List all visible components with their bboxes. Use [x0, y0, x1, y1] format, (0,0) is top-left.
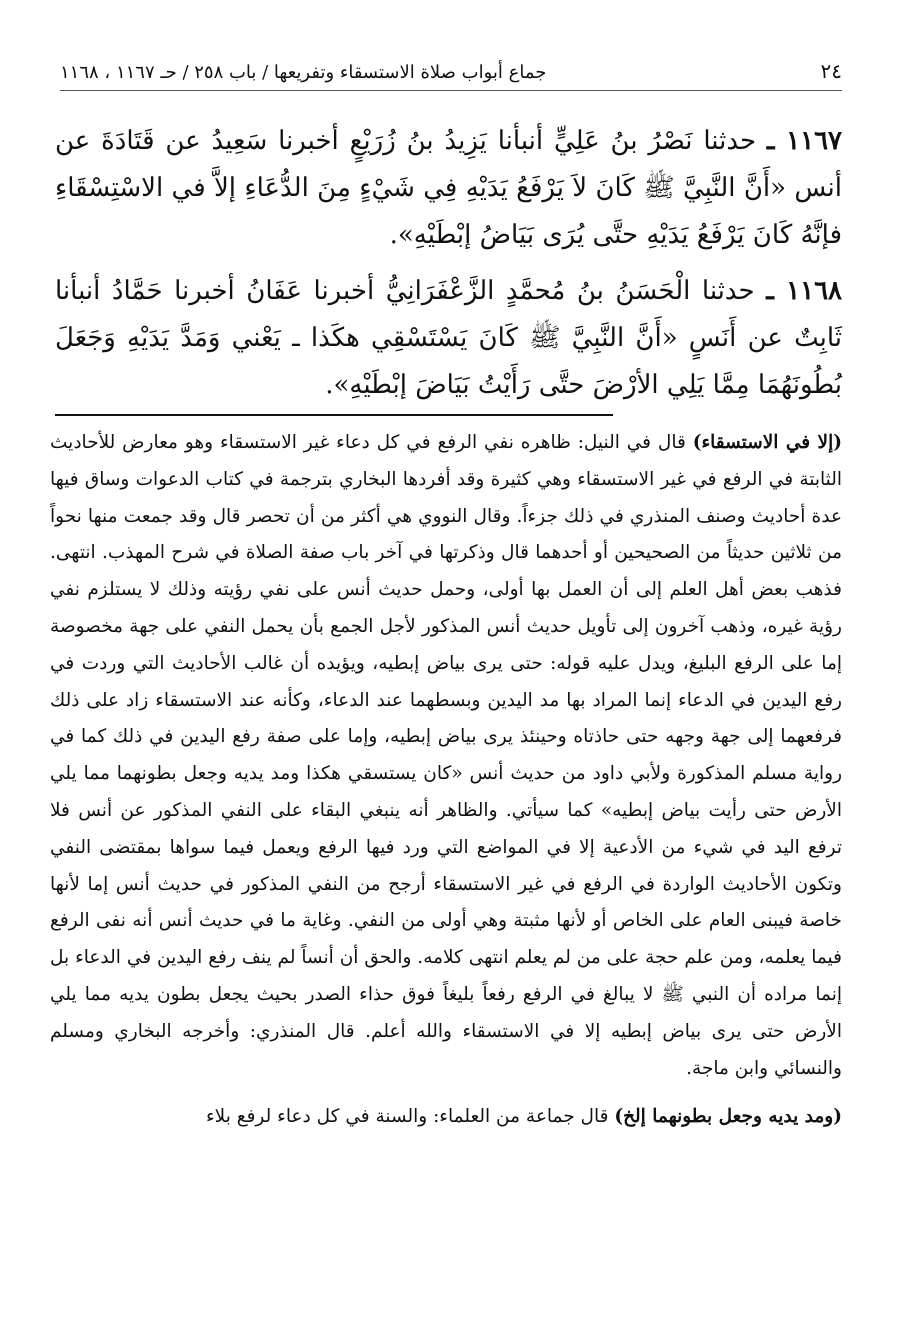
page-header	[60, 58, 842, 91]
hadith-text: حدثنا نَصْرُ بنُ عَلِيٍّ أنبأنا يَزِيدُ بنُ زُرَيْعٍ أخبرنا سَعِيدُ عن قَتَادَةَ عن أنس «أَنَّ النَّبِيَّ ﷺ كَانَ لاَ يَرْفَعُ يَدَيْهِ فِي شَيْءٍ مِنَ الدُّعَاءِ إلاَّ في الاسْتِسْقَاءِ فإنَّهُ كَانَ يَرْفَعُ يَدَيْهِ حتَّى يُرَى بَيَاضُ إبْطَيْهِ».	[55, 126, 842, 250]
footnote-divider	[55, 414, 613, 416]
commentary	[50, 425, 842, 1136]
hadith-number: ١١٦٧ ـ	[766, 126, 843, 156]
commentary-paragraph	[50, 1099, 842, 1136]
commentary-text: قال جماعة من العلماء: والسنة في كل دعاء لرفع بلاء	[205, 1106, 615, 1128]
commentary-lemma: (ومد يديه وجعل بطونهما إلخ)	[614, 1106, 842, 1128]
commentary-paragraph	[50, 425, 842, 1087]
running-title: جماع أبواب صلاة الاستسقاء وتفريعها / باب ٢٥٨ / حـ ١١٦٧ ، ١١٦٨	[60, 62, 547, 83]
hadith-1168	[55, 268, 842, 409]
hadith-text: حدثنا الْحَسَنُ بنُ مُحمَّدٍ الزَّعْفَرَانِيُّ أخبرنا عَفَانُ أخبرنا حَمَّادُ أنبأنا ثَابِتٌ عن أَنَسٍ «أَنَّ النَّبِيَّ ﷺ كَانَ يَسْتَسْقِي هكَذا ـ يَعْني وَمَدَّ يَدَيْهِ وَجَعَلَ بُطُونَهُمَا مِمَّا يَلِي الأرْضَ حتَّى رَأَيْتُ بَيَاضَ إبْطَيْهِ».	[55, 276, 842, 400]
hadith-1167	[55, 118, 842, 259]
hadith-number: ١١٦٨ ـ	[766, 276, 843, 306]
commentary-text: قال في النيل: ظاهره نفي الرفع في كل دعاء غير الاستسقاء وهو معارض للأحاديث الثابتة في الرفع في غير الاستسقاء وهي كثيرة وقد أفردها البخاري بترجمة في كتاب الدعوات وساق فيها عدة أحاديث وصنف المنذري في ذلك جزءاً. وقال النووي هي أكثر من أن تحصر قال وقد جمعت منها نحواً من ثلاثين حديثاً من الصحيحين أو أحدهما قال وذكرتها في آخر باب صفة الصلاة في شرح المهذب. انتهى. فذهب بعض أهل العلم إلى أن العمل بها أولى، وحمل حديث أنس على نفي رؤيته وذلك لا يستلزم نفي رؤية غيره، وذهب آخرون إلى تأويل حديث أنس المذكور لأجل الجمع بأن يحمل النفي على جهة مخصوصة إما على الرفع البليغ، ويدل عليه قوله: حتى يرى بياض إبطيه، ويؤيده أن غالب الأحاديث التي وردت في رفع اليدين في الدعاء إنما المراد بها مد اليدين وبسطهما عند الدعاء، وكأنه عند الاستسقاء زاد على ذلك فرفعهما إلى جهة وجهه حتى حاذتاه وحينئذ يرى بياض إبطيه، وإما على صفة رفع اليدين في ذلك كما في رواية مسلم المذكورة ولأبي داود من حديث أنس «كان يستسقي هكذا ومد يديه وجعل بطونهما مما يلي الأرض حتى رأيت بياض إبطيه» كما سيأتي. والظاهر أنه ينبغي البقاء على النفي المذكور عن أنس فلا ترفع اليد في شيء من الأدعية إلا في المواضع التي ورد فيها الرفع ويعمل فيما سواها بمقتضى النفي وتكون الأحاديث الواردة في الرفع في غير الاستسقاء أرجح من النفي المذكور في حديث أنس إما لأنها خاصة فيبنى العام على الخاص أو لأنها مثبتة وهي أولى من النفي. وغاية ما في حديث أنس أنه نفى الرفع فيما يعلمه، ومن علم حجة على من لم يعلم انتهى كلامه. والحق أن أنساً لم ينف رفع اليدين في الدعاء بل إنما مراده أن النبي ﷺ لا يبالغ في الرفع رفعاً بليغاً فوق حذاء الصدر بحيث يجعل بطون يديه مما يلي الأرض حتى يرى بياض إبطيه إلا في الاستسقاء والله أعلم. قال المنذري: وأخرجه البخاري ومسلم والنسائي وابن ماجة.	[50, 432, 842, 1079]
commentary-lemma: (إلا في الاستسقاء)	[692, 432, 842, 453]
page-number: ٢٤	[820, 59, 842, 83]
